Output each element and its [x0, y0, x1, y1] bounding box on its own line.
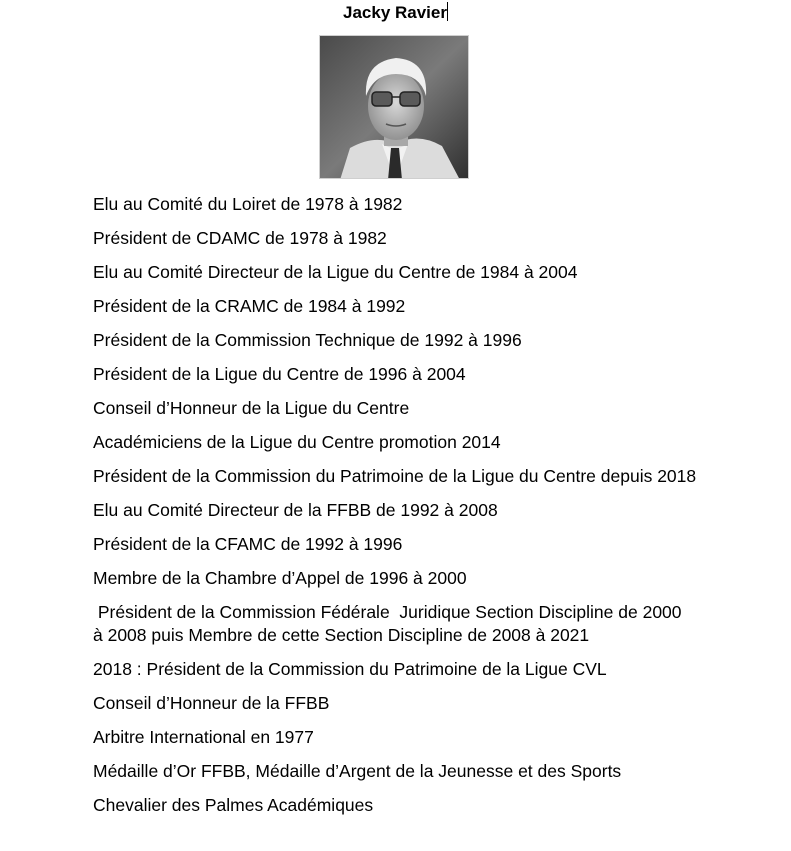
list-item: Président de la Ligue du Centre de 1996 à 2004 [93, 364, 466, 384]
list-item: Président de CDAMC de 1978 à 1982 [93, 228, 387, 248]
list-item: Président de la Commission Technique de 1992 à 1996 [93, 330, 522, 350]
list-item: Président de la Commission du Patrimoine de la Ligue du Centre depuis 2018 [93, 466, 697, 486]
list-item: Président de la Commission Fédérale Juridique Section Discipline de 2000 à 2008 puis Membre de cette Section Discipline de 2008 à 2021 [93, 602, 687, 645]
list-item: Arbitre International en 1977 [93, 727, 314, 747]
career-list [93, 193, 733, 828]
list-item: Président de la CRAMC de 1984 à 1992 [93, 296, 406, 316]
text-cursor [447, 2, 448, 21]
list-item: Elu au Comité du Loiret de 1978 à 1982 [93, 194, 403, 214]
list-item: 2018 : Président de la Commission du Patrimoine de la Ligue CVL [93, 659, 607, 679]
list-item: Président de la CFAMC de 1992 à 1996 [93, 534, 403, 554]
list-item: Médaille d’Or FFBB, Médaille d’Argent de la Jeunesse et des Sports [93, 761, 622, 781]
title-text: Jacky Ravier [343, 3, 447, 22]
page-title [0, 2, 791, 23]
list-item: Conseil d’Honneur de la FFBB [93, 693, 330, 713]
list-item: Elu au Comité Directeur de la FFBB de 1992 à 2008 [93, 500, 498, 520]
list-item: Conseil d’Honneur de la Ligue du Centre [93, 398, 410, 418]
portrait-photo [319, 35, 469, 179]
portrait-image [320, 36, 469, 179]
list-item: Académiciens de la Ligue du Centre promotion 2014 [93, 432, 501, 452]
list-item: Membre de la Chambre d’Appel de 1996 à 2000 [93, 568, 467, 588]
list-item: Chevalier des Palmes Académiques [93, 795, 374, 815]
list-item: Elu au Comité Directeur de la Ligue du Centre de 1984 à 2004 [93, 262, 578, 282]
